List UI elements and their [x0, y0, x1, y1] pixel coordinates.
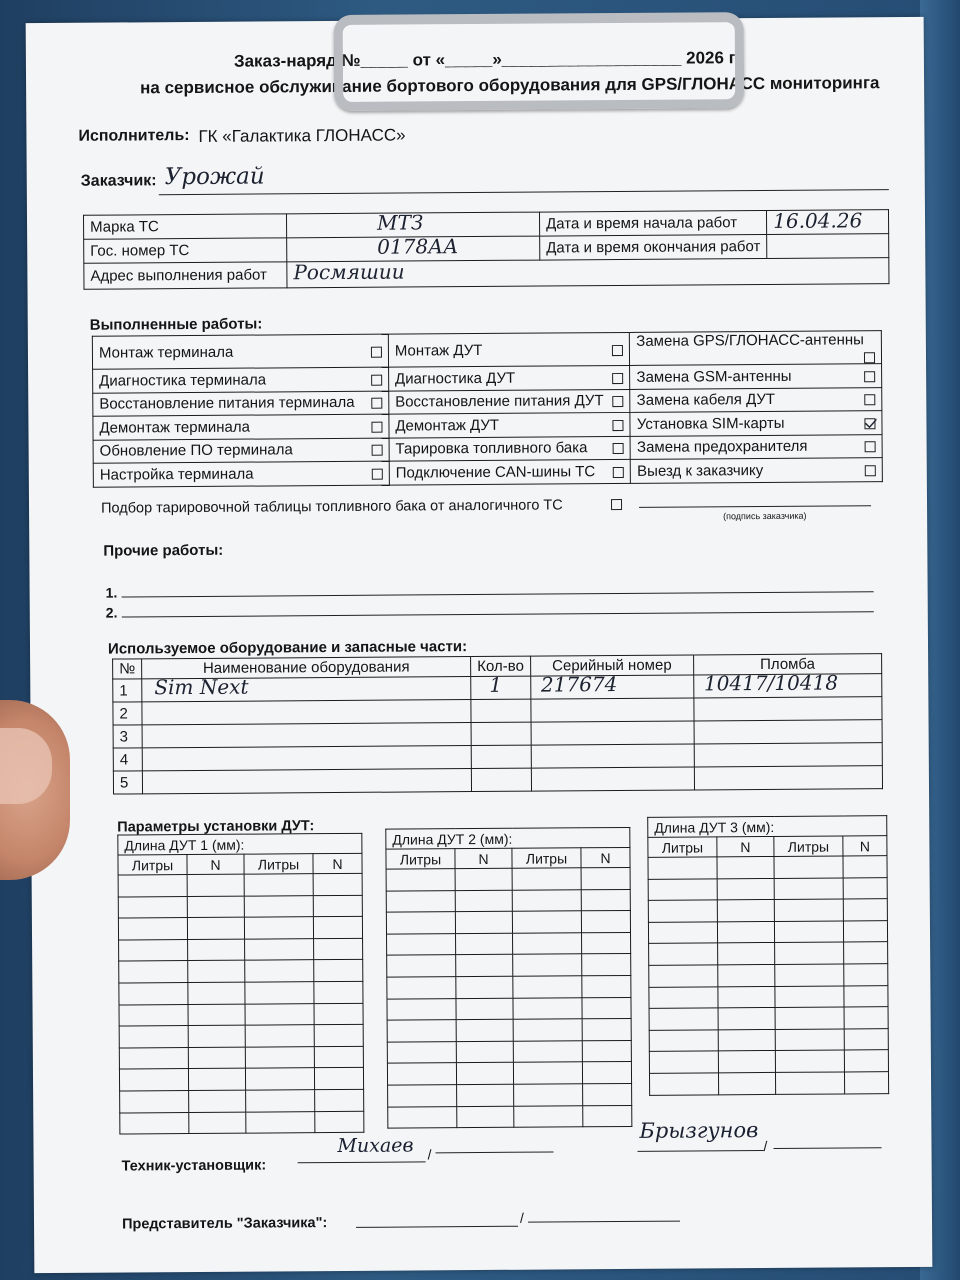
work-item-col1-1 — [93, 367, 389, 393]
work-item-label: Обновление ПО терминала — [99, 441, 293, 460]
work-checkbox[interactable] — [865, 465, 876, 476]
eq-handwritten: 1 — [489, 672, 503, 697]
work-checkbox[interactable] — [612, 373, 623, 384]
eq-cell[interactable] — [471, 722, 531, 745]
dut-cell[interactable] — [188, 1004, 245, 1026]
eq-cell[interactable] — [693, 670, 881, 698]
dut-cell[interactable] — [245, 960, 314, 982]
dut-cell[interactable] — [119, 1069, 188, 1091]
dut-cell[interactable] — [649, 1008, 718, 1030]
dut-cell[interactable] — [388, 1085, 457, 1107]
checkmark-icon — [864, 417, 876, 429]
work-item-label: Замена кабеля ДУТ — [636, 391, 776, 410]
work-item-label: Замена GSM-антенны — [636, 367, 792, 386]
work-item-col1-3 — [93, 414, 389, 440]
dut-cell[interactable] — [388, 1106, 457, 1128]
dut-cell[interactable] — [456, 976, 513, 998]
eq-cell[interactable] — [142, 746, 471, 771]
eq-col-qty: Кол-во — [471, 656, 531, 676]
dut-cell[interactable] — [514, 1105, 583, 1127]
other-works-title: Прочие работы: — [103, 541, 224, 560]
dut-cell[interactable] — [244, 917, 313, 939]
dut-cell[interactable] — [844, 942, 888, 964]
eq-col-serial: Серийный номер — [530, 655, 693, 676]
dut-cell[interactable] — [512, 911, 581, 933]
eq-col-name: Наименование оборудования — [142, 657, 471, 679]
work-item-col2-0 — [388, 332, 630, 367]
dut-table-3 — [647, 815, 894, 1095]
dut-cell[interactable] — [843, 920, 887, 942]
dut-cell[interactable] — [649, 986, 718, 1008]
dut-cell[interactable] — [245, 938, 314, 960]
dut-cell[interactable] — [244, 895, 313, 917]
work-item-label: Демонтаж ДУТ — [395, 416, 500, 435]
dut-cell[interactable] — [244, 874, 313, 896]
dut-cell[interactable] — [457, 1084, 514, 1106]
work-item-col1-0 — [92, 334, 388, 369]
eq-col-num: № — [113, 659, 142, 679]
work-item-label: Диагностика терминала — [99, 371, 267, 390]
work-item-label: Восстановление питания ДУТ — [395, 392, 604, 411]
dut-cell[interactable] — [718, 1072, 775, 1094]
work-checkbox[interactable] — [865, 441, 876, 452]
equipment-title: Используемое оборудование и запасные части: — [107, 638, 468, 658]
work-checkbox[interactable] — [613, 420, 624, 431]
work-item-label: Настройка терминала — [99, 465, 254, 484]
work-checkbox[interactable] — [371, 445, 382, 456]
dut-cell[interactable] — [774, 856, 843, 878]
eq-cell[interactable] — [530, 672, 693, 699]
dut-cell[interactable] — [188, 1025, 245, 1047]
dut-cell[interactable] — [513, 954, 582, 976]
technician-signature-1: Михаев — [337, 1134, 414, 1157]
work-item-col3-5 — [631, 458, 883, 483]
dut-cell[interactable] — [581, 867, 630, 889]
work-item-col1-2 — [93, 391, 389, 417]
order-subtitle: на сервисное обслуживание бортового оборудования для GPS/ГЛОНАСС мониторинга — [140, 73, 880, 98]
dut-cell[interactable] — [649, 965, 718, 987]
eq-cell[interactable] — [471, 699, 531, 722]
dut-cell[interactable] — [386, 912, 455, 934]
work-item-col3-2 — [630, 387, 882, 412]
dut-cell[interactable] — [245, 1025, 314, 1047]
dut-cell[interactable] — [456, 998, 513, 1020]
dut-cell[interactable] — [314, 938, 363, 960]
equipment-table — [112, 653, 883, 794]
work-checkbox[interactable] — [371, 421, 382, 432]
plate-handwritten: 0178АА — [377, 234, 459, 259]
dut-cell[interactable] — [649, 943, 718, 965]
dut-cell[interactable] — [386, 890, 455, 912]
dut-cell[interactable] — [844, 964, 888, 986]
eq-cell: 2 — [113, 702, 142, 725]
dut-cell[interactable] — [119, 961, 188, 983]
brand-handwritten: МТЗ — [376, 210, 424, 235]
dut-cell[interactable] — [844, 1028, 888, 1050]
dut-cell[interactable] — [774, 921, 843, 943]
work-item-label: Подключение CAN-шины ТС — [395, 462, 596, 482]
dut-cell[interactable] — [188, 961, 245, 983]
eq-cell[interactable] — [471, 745, 531, 768]
dut-cell[interactable] — [314, 1046, 363, 1068]
dut-cell[interactable] — [582, 1019, 631, 1041]
dut-cell[interactable] — [245, 1068, 314, 1090]
plate-label: Гос. номер ТС — [84, 238, 287, 263]
dut-cell[interactable] — [455, 911, 512, 933]
eq-cell[interactable] — [694, 720, 882, 744]
dut-cell[interactable] — [583, 1083, 632, 1105]
dut-col-litres: Литры — [118, 855, 187, 875]
dut-cell[interactable] — [313, 895, 362, 917]
customer-rep-sig-line-2[interactable] — [528, 1221, 680, 1223]
dut-cell[interactable] — [187, 917, 244, 939]
dut-col-n: N — [717, 836, 774, 856]
dut-cell[interactable] — [718, 943, 775, 965]
eq-cell: 4 — [113, 748, 142, 771]
work-checkbox[interactable] — [864, 371, 875, 382]
work-item-label: Монтаж ДУТ — [394, 341, 483, 360]
eq-cell[interactable] — [694, 697, 882, 721]
eq-cell[interactable] — [531, 767, 694, 791]
dut-cell[interactable] — [313, 917, 362, 939]
dut-cell[interactable] — [188, 1047, 245, 1069]
work-item-label: Замена GPS/ГЛОНАСС-антенны — [636, 331, 864, 350]
dut-cell[interactable] — [512, 889, 581, 911]
eq-cell[interactable] — [471, 672, 531, 699]
dut-cell[interactable] — [456, 1041, 513, 1063]
works-table — [92, 330, 883, 487]
dut-cell[interactable] — [717, 856, 774, 878]
dut-cell[interactable] — [775, 1050, 844, 1072]
dut-cell[interactable] — [718, 1008, 775, 1030]
dut-cell[interactable] — [387, 955, 456, 977]
dut-cell[interactable] — [246, 1090, 315, 1112]
dut-cell[interactable] — [717, 900, 774, 922]
plate-value[interactable] — [287, 236, 540, 262]
technician-sig-line-2[interactable] — [436, 1151, 554, 1153]
dut-cell[interactable] — [188, 982, 245, 1004]
eq-cell: 3 — [113, 725, 142, 748]
executor-value: ГК «Галактика ГЛОНАСС» — [198, 125, 406, 146]
dut-cell[interactable] — [843, 877, 887, 899]
dut-col-litres: Литры — [386, 849, 455, 869]
dut-cell[interactable] — [775, 1029, 844, 1051]
dut-cell[interactable] — [513, 1019, 582, 1041]
dut-cell[interactable] — [774, 899, 843, 921]
tarirovka-checkbox[interactable] — [611, 499, 622, 510]
dut-length-label: Длина ДУТ 3 (мм): — [648, 816, 887, 838]
technician-sep-2: / — [763, 1137, 768, 1155]
dut-cell[interactable] — [245, 982, 314, 1004]
dut-cell[interactable] — [189, 1112, 246, 1134]
dut-cell[interactable] — [188, 939, 245, 961]
table-row — [113, 766, 882, 794]
dut-cell[interactable] — [843, 856, 887, 878]
dut-cell[interactable] — [456, 933, 513, 955]
other-work-2-line[interactable] — [122, 611, 874, 617]
eq-cell[interactable] — [694, 766, 882, 790]
start-value[interactable] — [767, 210, 889, 235]
dut-cell[interactable] — [456, 1019, 513, 1041]
other-work-2: 2. — [105, 604, 118, 621]
vehicle-table — [83, 209, 890, 290]
dut-cell[interactable] — [513, 997, 582, 1019]
work-item-label: Замена предохранителя — [636, 437, 808, 457]
end-label: Дата и время окончания работ — [540, 234, 767, 260]
work-item-col3-3 — [630, 411, 882, 436]
customer-rep-label: Представитель "Заказчика": — [121, 1215, 328, 1233]
work-item-col3-0 — [630, 331, 882, 366]
dut-col-n: N — [581, 847, 630, 867]
other-work-1: 1. — [105, 584, 118, 601]
eq-handwritten: 10417/10418 — [703, 670, 839, 696]
dut-cell[interactable] — [513, 933, 582, 955]
dut-cell[interactable] — [387, 998, 456, 1020]
dut-table-2 — [385, 827, 632, 1129]
work-order-sheet — [26, 17, 933, 1273]
dut-cell[interactable] — [118, 918, 187, 940]
technician-sig-line-4[interactable] — [774, 1147, 882, 1149]
dut-col-n: N — [313, 853, 362, 873]
customer-rep-sep: / — [519, 1209, 524, 1226]
work-item-label: Монтаж терминала — [98, 343, 234, 362]
dut-cell[interactable] — [775, 1072, 844, 1094]
dut-cell[interactable] — [246, 1111, 315, 1133]
dut-col-litres: Литры — [244, 854, 313, 874]
dut-cell[interactable] — [512, 868, 581, 890]
dut-cell[interactable] — [119, 1026, 188, 1048]
dut-cell[interactable] — [119, 1004, 188, 1026]
dut-cell[interactable] — [188, 1068, 245, 1090]
dut-cell[interactable] — [844, 985, 888, 1007]
work-item-label: Диагностика ДУТ — [394, 369, 516, 388]
customer-handwritten: Урожай — [164, 163, 265, 191]
dut-cell[interactable] — [456, 955, 513, 977]
eq-cell[interactable] — [694, 743, 882, 767]
dut-cell[interactable] — [582, 975, 631, 997]
dut-cell[interactable] — [648, 900, 717, 922]
dut-cell[interactable] — [582, 954, 631, 976]
work-checkbox[interactable] — [864, 418, 875, 429]
dut-cell[interactable] — [314, 1024, 363, 1046]
work-checkbox[interactable] — [613, 467, 624, 478]
dut-cell[interactable] — [513, 976, 582, 998]
dut-cell[interactable] — [775, 964, 844, 986]
work-checkbox[interactable] — [371, 374, 382, 385]
dut-col-n: N — [843, 836, 887, 856]
work-item-label: Демонтаж терминала — [99, 418, 251, 437]
work-checkbox[interactable] — [372, 468, 383, 479]
dut-cell[interactable] — [718, 1029, 775, 1051]
dut-cell[interactable] — [649, 1051, 718, 1073]
work-item-col2-2 — [389, 389, 631, 414]
dut-cell[interactable] — [717, 921, 774, 943]
executor-label: Исполнитель: — [78, 127, 190, 145]
dut-cell[interactable] — [386, 869, 455, 891]
address-handwritten: Росмяшии — [293, 259, 405, 285]
start-label: Дата и время начала работ — [539, 210, 766, 236]
dut-cell[interactable] — [649, 1030, 718, 1052]
dut-table-1 — [117, 833, 364, 1135]
dut-cell[interactable] — [775, 1007, 844, 1029]
dut-cell[interactable] — [187, 896, 244, 918]
other-work-1-line[interactable] — [122, 591, 874, 597]
customer-rep-sig-line-1[interactable] — [356, 1226, 518, 1228]
work-item-col1-5 — [93, 461, 389, 487]
work-item-col2-4 — [389, 436, 631, 461]
work-item-label: Выезд к заказчику — [637, 461, 764, 480]
dut-cell[interactable] — [313, 873, 362, 895]
start-handwritten: 16.04.26 — [773, 208, 863, 233]
dut-cell[interactable] — [717, 878, 774, 900]
dut-cell[interactable] — [582, 1040, 631, 1062]
eq-cell: 1 — [113, 679, 142, 702]
customer-line — [159, 189, 889, 195]
technician-label: Техник-установщик: — [121, 1157, 267, 1175]
dut-cell[interactable] — [775, 942, 844, 964]
dut-cell[interactable] — [582, 932, 631, 954]
dut-cell[interactable] — [314, 960, 363, 982]
dut-cell[interactable] — [455, 890, 512, 912]
technician-sig-line-3[interactable] — [638, 1150, 764, 1152]
dut-cell[interactable] — [648, 857, 717, 879]
eq-handwritten: 217674 — [540, 672, 618, 697]
dut-cell[interactable] — [514, 1084, 583, 1106]
dut-col-n: N — [187, 854, 244, 874]
dut-cell[interactable] — [387, 977, 456, 999]
tarirovka-label: Подбор тарировочной таблицы топливного бака от аналогичного ТС — [100, 497, 563, 517]
tarirovka-signature-line — [639, 505, 871, 508]
dut-cell[interactable] — [119, 1047, 188, 1069]
dut-cell[interactable] — [387, 1063, 456, 1085]
dut-cell[interactable] — [649, 1073, 718, 1095]
work-item-col2-3 — [389, 412, 631, 437]
work-item-label: Тарировка топливного бака — [395, 439, 588, 458]
eq-cell[interactable] — [142, 674, 471, 702]
works-title: Выполненные работы: — [89, 315, 263, 334]
dut-cell[interactable] — [774, 878, 843, 900]
eq-cell[interactable] — [531, 744, 694, 768]
dut-col-litres: Литры — [512, 848, 581, 868]
dut-cell[interactable] — [315, 1111, 364, 1133]
work-checkbox[interactable] — [613, 443, 624, 454]
eq-cell[interactable] — [142, 723, 471, 748]
dut-cell[interactable] — [119, 983, 188, 1005]
dut-cell[interactable] — [513, 1062, 582, 1084]
dut-cell[interactable] — [843, 899, 887, 921]
dut-cell[interactable] — [718, 964, 775, 986]
dut-cell[interactable] — [120, 1090, 189, 1112]
work-checkbox[interactable] — [864, 394, 875, 405]
dut-cell[interactable] — [189, 1090, 246, 1112]
work-checkbox[interactable] — [371, 398, 382, 409]
dut-cell[interactable] — [387, 1020, 456, 1042]
work-item-col3-1 — [630, 364, 882, 389]
dut-cell[interactable] — [245, 1046, 314, 1068]
dut-cell[interactable] — [120, 1112, 189, 1134]
brand-label: Марка ТС — [83, 214, 286, 239]
dut-cell[interactable] — [648, 922, 717, 944]
technician-signature-2: Брызгунов — [639, 1118, 759, 1143]
dut-cell[interactable] — [718, 1051, 775, 1073]
eq-handwritten: Sim Next — [154, 674, 249, 700]
dut-cell[interactable] — [457, 1106, 514, 1128]
eq-cell: 5 — [113, 771, 142, 794]
dut-cell[interactable] — [455, 868, 512, 890]
dut-cell[interactable] — [314, 981, 363, 1003]
eq-col-seal: Пломба — [693, 654, 881, 675]
eq-cell[interactable] — [142, 769, 471, 794]
dut-cell[interactable] — [648, 878, 717, 900]
eq-cell[interactable] — [531, 698, 694, 722]
technician-sig-line-1[interactable] — [298, 1161, 426, 1163]
thumb — [0, 700, 70, 880]
dut-cell[interactable] — [844, 1072, 888, 1094]
technician-sep: / — [427, 1146, 432, 1163]
work-item-col1-4 — [93, 438, 389, 464]
dut-col-litres: Литры — [648, 837, 717, 857]
dut-cell[interactable] — [581, 889, 630, 911]
address-value[interactable] — [287, 258, 889, 288]
dut-cell[interactable] — [718, 986, 775, 1008]
dut-cell[interactable] — [118, 896, 187, 918]
eq-cell[interactable] — [531, 721, 694, 745]
signature-hint: (подпись заказчика) — [723, 510, 807, 522]
dut-col-n: N — [455, 848, 512, 868]
dut-cell[interactable] — [119, 939, 188, 961]
address-label: Адрес выполнения работ — [84, 262, 287, 289]
work-item-col3-4 — [630, 434, 882, 459]
work-item-label: Восстановление питания терминала — [99, 394, 355, 413]
dut-cell[interactable] — [844, 1007, 888, 1029]
customer-label: Заказчик: — [80, 172, 157, 190]
dut-cell[interactable] — [314, 1003, 363, 1025]
dut-cell[interactable] — [314, 1068, 363, 1090]
dut-col-litres: Литры — [774, 836, 843, 856]
work-checkbox[interactable] — [371, 346, 382, 357]
work-item-col2-5 — [389, 459, 631, 484]
end-value[interactable] — [767, 234, 889, 259]
dut-cell[interactable] — [187, 874, 244, 896]
dut-cell[interactable] — [387, 1041, 456, 1063]
order-title: Заказ-наряд №_____ от «_____»___________________ 2026 г. — [233, 48, 739, 71]
dut-cell[interactable] — [581, 911, 630, 933]
dut-cell[interactable] — [583, 1105, 632, 1127]
eq-cell[interactable] — [142, 700, 471, 725]
dut-cell[interactable] — [582, 997, 631, 1019]
clipboard-clip — [334, 12, 745, 111]
work-item-label: Установка SIM-карты — [636, 414, 785, 433]
dut-length-label: Длина ДУТ 2 (мм): — [386, 827, 630, 849]
dut-length-label: Длина ДУТ 1 (мм): — [118, 833, 362, 855]
work-checkbox[interactable] — [612, 344, 623, 355]
work-checkbox[interactable] — [613, 396, 624, 407]
dut-cell[interactable] — [456, 1063, 513, 1085]
dut-cell[interactable] — [387, 933, 456, 955]
dut-cell[interactable] — [582, 1062, 631, 1084]
dut-cell[interactable] — [844, 1050, 888, 1072]
work-checkbox[interactable] — [864, 352, 875, 363]
dut-cell[interactable] — [315, 1089, 364, 1111]
dut-cell[interactable] — [118, 875, 187, 897]
work-item-col2-1 — [388, 365, 630, 390]
dut-cell[interactable] — [513, 1041, 582, 1063]
eq-cell[interactable] — [471, 768, 531, 791]
dut-cell[interactable] — [245, 1003, 314, 1025]
dut-title: Параметры установки ДУТ: — [117, 818, 315, 836]
dut-cell[interactable] — [775, 986, 844, 1008]
